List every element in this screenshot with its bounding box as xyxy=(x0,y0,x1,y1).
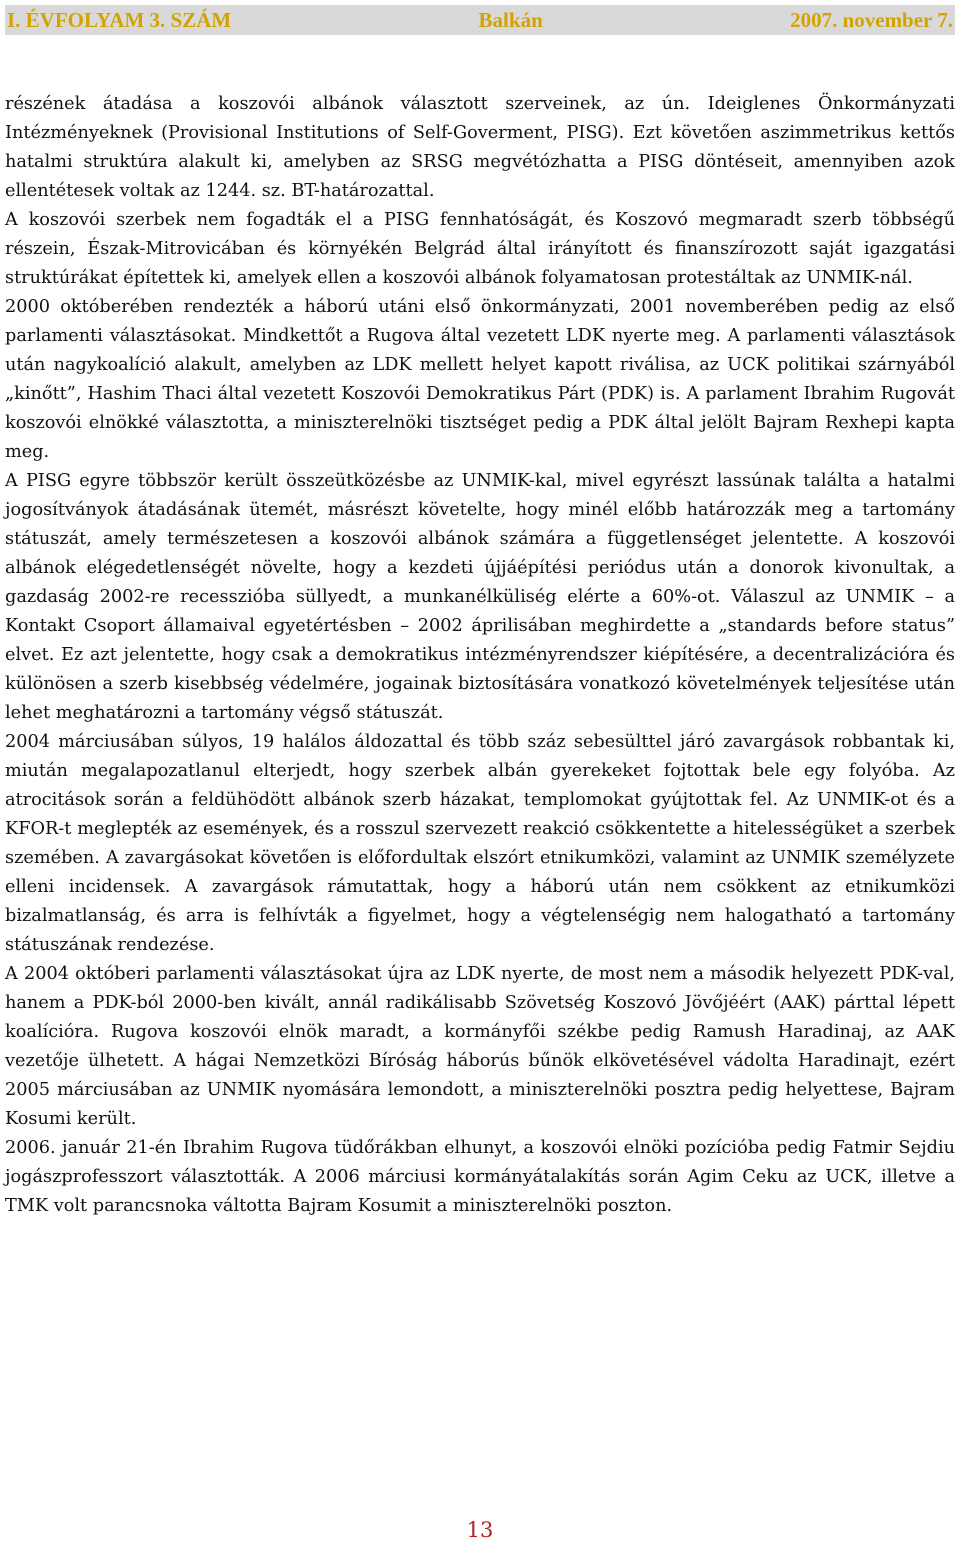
paragraph: 2006. január 21-én Ibrahim Rugova tüdőrákban elhunyt, a koszovói elnöki pozícióba pedig Fatmir Sejdiu jogászprofesszort választották. A 2006 márciusi kormányátalakítás során Agim Ceku az UCK, illetve a TMK volt parancsnoka váltotta Bajram Kosumit a miniszterelnöki poszton. xyxy=(5,1138,955,1216)
paragraph: 2000 októberében rendezték a háború utáni első önkormányzati, 2001 novemberében pedig az első parlamenti választásokat. Mindkettőt a Rugova által vezetett LDK nyerte meg. A parlamenti választások után nagykoalíció alakult, amelyben az LDK mellett helyet kapott riválisa, az UCK politikai szárnyából „kinőtt”, Hashim Thaci által vezetett Koszovói Demokratikus Párt (PDK) is. A parlament Ibrahim Rugovát koszovói elnökké választotta, a miniszterelnöki tisztséget pedig a PDK által jelölt Bajram Rexhepi kapta meg. xyxy=(5,297,955,462)
header-volume: I. ÉVFOLYAM 3. SZÁM xyxy=(7,7,232,32)
header-date: 2007. november 7. xyxy=(790,7,953,32)
paragraph: A PISG egyre többször került összeütközésbe az UNMIK-kal, mivel egyrészt lassúnak találta a hatalmi jogosítványok átadásának ütemét, másrészt követelte, hogy minél előbb határozzák meg a tartomány státuszát, amely természetesen a koszovói albánok számára a függetlenséget jelentette. A koszovói albánok elégedetlenségét növelte, hogy a kezdeti újjáépítési periódus után a donorok kivonultak, a gazdaság 2002-re recesszióba süllyedt, a munkanélküliség elérte a 60%-ot. Válaszul az UNMIK – a Kontakt Csoport államaival egyetértésben – 2002 áprilisában meghirdette a „standards before status” elvet. Ez azt jelentette, hogy csak a demokratikus intézményrendszer kiépítésére, a decentralizációra és különösen a szerb kisebbség védelmére, jogainak biztosítására vonatkozó követelmények teljesítése után lehet meghatározni a tartomány végső státuszát. xyxy=(5,471,955,723)
article-body xyxy=(5,90,955,1221)
page-header xyxy=(5,5,955,35)
paragraph: A koszovói szerbek nem fogadták el a PISG fennhatóságát, és Koszovó megmaradt szerb többségű részein, Észak-Mitrovicában és környékén Belgrád által irányított és finanszírozott saját igazgatási struktúrákat építettek ki, amelyek ellen a koszovói albánok folyamatosan protestáltak az UNMIK-nál. xyxy=(5,210,955,288)
page-number: 13 xyxy=(466,1518,494,1542)
paragraph: A 2004 októberi parlamenti választásokat újra az LDK nyerte, de most nem a második helyezett PDK-val, hanem a PDK-ból 2000-ben kivált, annál radikálisabb Szövetség Koszovó Jövőjéért (AAK) párttal lépett koalícióra. Rugova koszovói elnök maradt, a kormányfői székbe pedig Ramush Haradinaj, az AAK vezetője ülhetett. A hágai Nemzetközi Bíróság háborús bűnök elkövetésével vádolta Haradinajt, ezért 2005 márciusában az UNMIK nyomására lemondott, a miniszterelnöki posztra pedig helyettese, Bajram Kosumi került. xyxy=(5,964,955,1129)
paragraph: 2004 márciusában súlyos, 19 halálos áldozattal és több száz sebesülttel járó zavargások robbantak ki, miután megalapozatlanul elterjedt, hogy szerbek albán gyerekeket fojtottak bele egy folyóba. Az atrocitások során a feldühödött albánok szerb házakat, templomokat gyújtottak fel. Az UNMIK-ot és a KFOR-t meglepték az események, és a rosszul szervezett reakció csökkentette a hitelességüket a szerbek szemében. A zavargásokat követően is előfordultak elszórt etnikumközi, valamint az UNMIK személyzete elleni incidensek. A zavargások rámutattak, hogy a háború után nem csökkent az etnikumközi bizalmatlanság, és arra is felhívták a figyelmet, hogy a végtelenségig nem halogatható a tartomány státuszának rendezése. xyxy=(5,732,955,955)
header-section: Balkán xyxy=(478,7,543,32)
paragraph: részének átadása a koszovói albánok választott szerveinek, az ún. Ideiglenes Önkormányzati Intézményeknek (Provisional Institutions of Self-Goverment, PISG). Ezt követően aszimmetrikus kettős hatalmi struktúra alakult ki, amelyben az SRSG megvétózhatta a PISG döntéseit, amennyiben azok ellentétesek voltak az 1244. sz. BT-határozattal. xyxy=(5,94,955,201)
